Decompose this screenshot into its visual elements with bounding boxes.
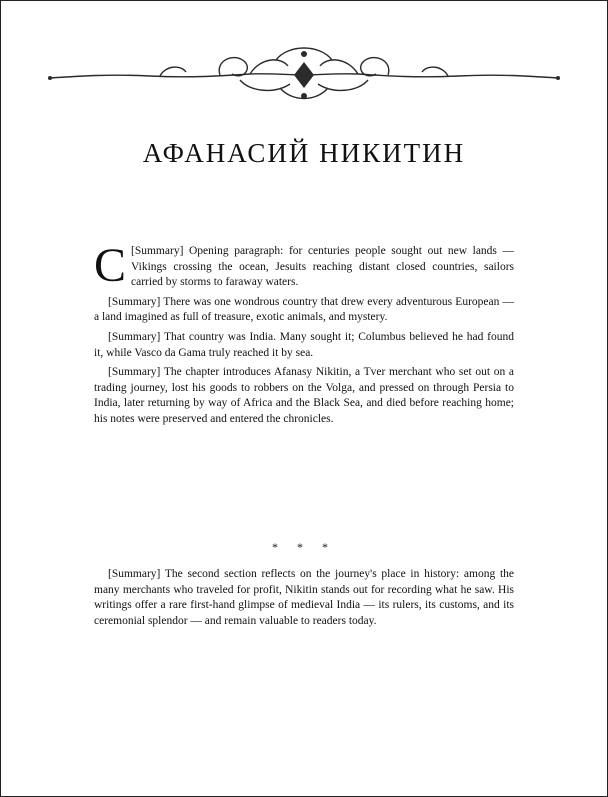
chapter-title: АФАНАСИЙ НИКИТИН <box>142 138 466 168</box>
paragraph-2: [Summary] There was one wondrous country that drew every adventurous European — a land imagined as full of treasure, exotic animals, and mystery. <box>94 295 514 324</box>
drop-cap: С <box>94 239 127 292</box>
section-one <box>94 239 514 432</box>
section-divider: * * * <box>272 540 336 554</box>
ornamental-header <box>40 40 568 110</box>
paragraph-4: [Summary] The chapter introduces Afanasy Nikitin, a Tver merchant who set out on a trading journey, lost his goods to robbers on the Volga, and pressed on through Persia to India, later returning by way of Africa and the Black Sea, and died before reaching home; his notes were preserved and entered the chronicles. <box>94 366 514 425</box>
paragraph-1-text: [Summary] Opening paragraph: for centuries people sought out new lands — Vikings crossing the ocean, Jesuits reaching distant closed countries, sailors carried by storms to faraway waters. <box>131 245 514 289</box>
section-two <box>94 567 514 633</box>
paragraph-3: [Summary] That country was India. Many sought it; Columbus believed he had found it, while Vasco da Gama truly reached it by sea. <box>94 330 514 359</box>
paragraph-5: [Summary] The second section reflects on the journey's place in history: among the many merchants who traveled for profit, Nikitin stands out for recording what he saw. His writings offer a rare first-hand glimpse of medieval India — its rulers, its customs, and its ceremonial splendor — and remain valuable to readers today. <box>94 568 514 627</box>
paragraph-1 <box>94 239 514 292</box>
